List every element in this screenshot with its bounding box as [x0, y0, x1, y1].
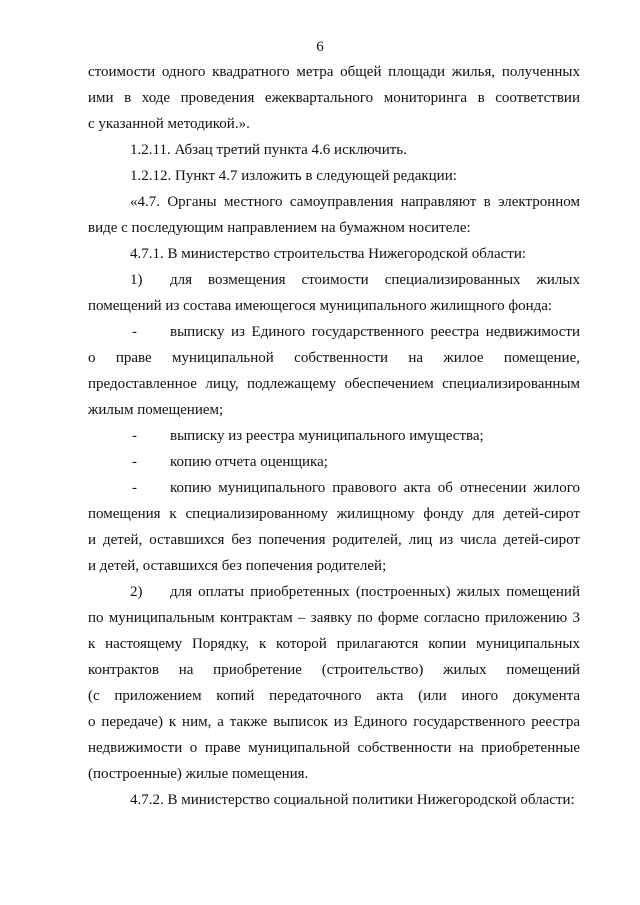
paragraph-1-2-11: 1.2.11. Абзац третий пункта 4.6 исключить.: [130, 142, 407, 158]
list-item-text: выписку из реестра муниципального имущества;: [170, 428, 484, 444]
text-line: о передаче) к ним, а также выписок из Единого государственного реестра: [88, 714, 580, 730]
list-marker: -: [132, 454, 137, 470]
paragraph-4-7-1: 4.7.1. В министерство строительства Нижегородской области:: [130, 246, 527, 262]
text-line: ими в ходе проведения ежеквартального мониторинга в соответствии: [88, 90, 580, 106]
text-line: по муниципальным контрактам – заявку по форме согласно приложению 3: [88, 610, 580, 626]
list-item-text: копию отчета оценщика;: [170, 454, 328, 470]
text-line: и детей, оставшихся без попечения родителей, лиц из числа детей-сирот: [88, 532, 580, 548]
text-line: с указанной методикой.».: [88, 116, 250, 132]
text-line: (с приложением копий передаточного акта (или иного документа: [88, 688, 580, 704]
list-marker: -: [132, 324, 137, 340]
text-line: к настоящему Порядку, к которой прилагаются копии муниципальных: [88, 636, 580, 652]
list-marker: 2): [130, 584, 143, 600]
text-line: помещений из состава имеющегося муниципального жилищного фонда:: [88, 298, 553, 314]
text-line: контрактов на приобретение (строительство) жилых помещений: [88, 662, 580, 678]
list-marker: -: [132, 428, 137, 444]
text-line: виде с последующим направлением на бумажном носителе:: [88, 220, 471, 236]
list-marker: 1): [130, 272, 143, 288]
list-item-text: для оплаты приобретенных (построенных) жилых помещений: [170, 584, 580, 600]
text-line: помещения к специализированному жилищному фонду для детей-сирот: [88, 506, 580, 522]
text-line: жилым помещением;: [88, 402, 224, 418]
text-line: «4.7. Органы местного самоуправления направляют в электронном: [130, 194, 580, 210]
text-line: недвижимости о праве муниципальной собственности на приобретенные: [88, 740, 580, 756]
list-marker: -: [132, 480, 137, 496]
list-item-text: выписку из Единого государственного реестра недвижимости: [170, 324, 580, 340]
text-line: и детей, оставшихся без попечения родителей;: [88, 558, 387, 574]
paragraph-4-7-2: 4.7.2. В министерство социальной политики Нижегородской области:: [130, 792, 575, 808]
list-item-text: копию муниципального правового акта об отнесении жилого: [170, 480, 580, 496]
text-line: о праве муниципальной собственности на жилое помещение,: [88, 350, 580, 366]
text-line: предоставленное лицу, подлежащему обеспечением специализированным: [88, 376, 580, 392]
text-line: стоимости одного квадратного метра общей площади жилья, полученных: [88, 64, 580, 80]
paragraph-1-2-12: 1.2.12. Пункт 4.7 изложить в следующей редакции:: [130, 168, 457, 184]
list-item-text: для возмещения стоимости специализированных жилых: [170, 272, 580, 288]
page-number: 6: [316, 39, 324, 55]
text-line: (построенные) жилые помещения.: [88, 766, 309, 782]
